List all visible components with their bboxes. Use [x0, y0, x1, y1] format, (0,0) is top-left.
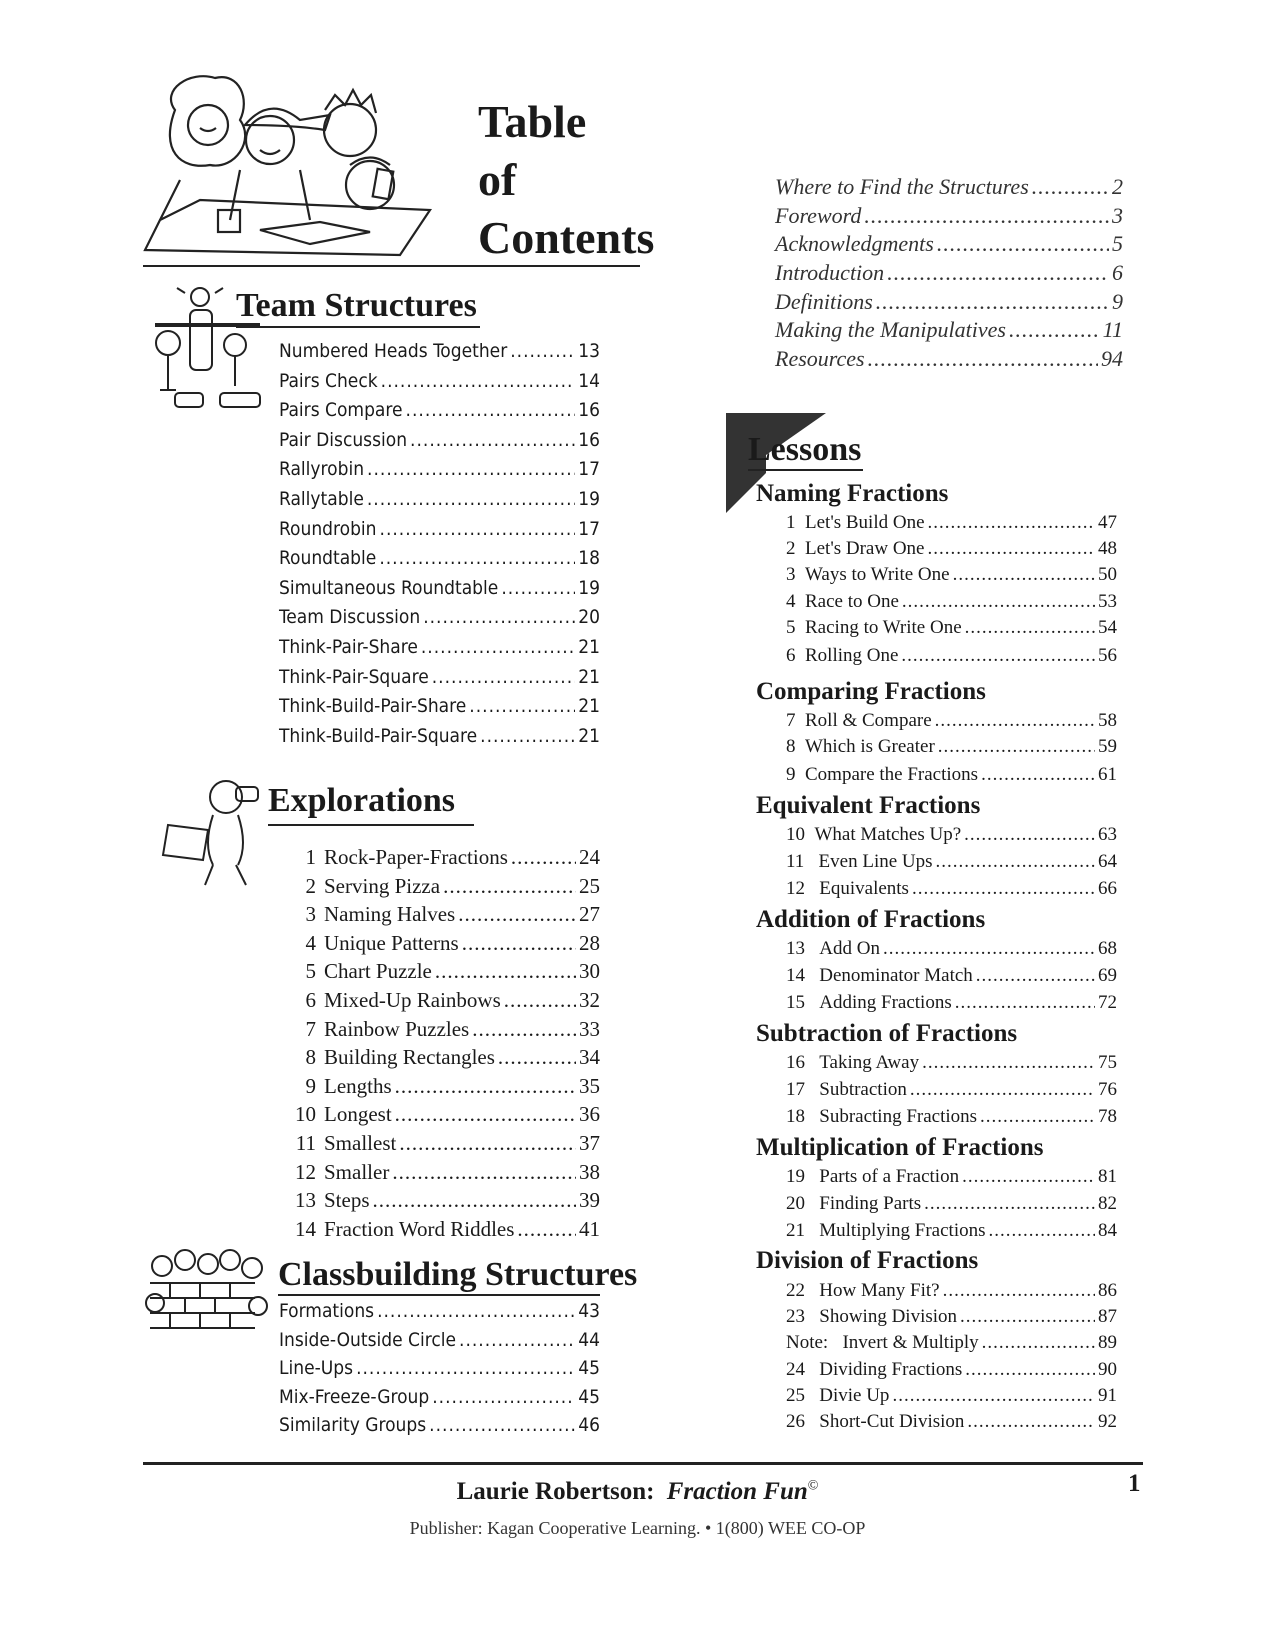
toc-item[interactable]: 11 Even Line Ups ..... 64	[786, 851, 1117, 878]
toc-item[interactable]: 3 Naming Halves ..... 27	[282, 902, 600, 931]
front-matter-item[interactable]: Resources ..... 94	[775, 346, 1123, 375]
lesson-group-list	[786, 1166, 1117, 1247]
lesson-group-title: Addition of Fractions	[756, 906, 986, 933]
toc-item[interactable]: Think-Pair-Square ..... 21	[279, 666, 600, 696]
kids-at-table-illustration	[140, 70, 440, 260]
toc-item[interactable]: 1 Rock-Paper-Fractions ..... 24	[282, 845, 600, 874]
lesson-group-list	[786, 710, 1117, 790]
footer-book-title: Fraction Fun	[666, 1478, 808, 1505]
toc-item[interactable]: 23 Showing Division ..... 87	[786, 1306, 1117, 1332]
lessons-heading: Lessons	[748, 431, 862, 468]
toc-item[interactable]: Simultaneous Roundtable ..... 19	[279, 577, 600, 607]
title-line-1: Table	[478, 96, 587, 147]
team-structures-heading: Team Structures	[236, 287, 477, 324]
toc-item[interactable]: Formations ..... 43	[279, 1300, 600, 1329]
toc-item[interactable]: 9 Lengths ..... 35	[282, 1074, 600, 1103]
front-matter-item[interactable]: Acknowledgments ..... 5	[775, 231, 1123, 260]
front-matter-item[interactable]: Foreword ..... 3	[775, 203, 1123, 232]
toc-item[interactable]: 4 Unique Patterns ..... 28	[282, 931, 600, 960]
toc-item[interactable]: Think-Pair-Share ..... 21	[279, 636, 600, 666]
toc-item[interactable]: 2 Let's Draw One ..... 48	[786, 538, 1117, 564]
explorations-list	[282, 845, 600, 1245]
toc-item[interactable]: Pairs Check ..... 14	[279, 370, 600, 400]
toc-item[interactable]: 22 How Many Fit? ..... 86	[786, 1280, 1117, 1306]
toc-item[interactable]: 7 Roll & Compare ..... 58	[786, 710, 1117, 736]
toc-item[interactable]: 3 Ways to Write One ..... 50	[786, 564, 1117, 590]
classbuilding-heading: Classbuilding Structures	[278, 1256, 638, 1293]
toc-item[interactable]: 14 Fraction Word Riddles ..... 41	[282, 1217, 600, 1246]
toc-item[interactable]: 14 Denominator Match ..... 69	[786, 965, 1117, 992]
lessons-rule	[748, 469, 863, 471]
page-number: 1	[1128, 1470, 1141, 1497]
footer-rule	[143, 1462, 1143, 1465]
toc-item[interactable]: 8 Which is Greater ..... 59	[786, 736, 1117, 764]
lesson-group-list	[786, 512, 1117, 671]
toc-item[interactable]: 18 Subracting Fractions ..... 78	[786, 1106, 1117, 1133]
toc-item[interactable]: 13 Steps ..... 39	[282, 1188, 600, 1217]
toc-item[interactable]: 26 Short-Cut Division ..... 92	[786, 1411, 1117, 1437]
toc-item[interactable]: 6 Rolling One ..... 56	[786, 645, 1117, 671]
toc-item[interactable]: Rallytable ..... 19	[279, 488, 600, 518]
toc-item[interactable]: Think-Build-Pair-Square ..... 21	[279, 725, 600, 755]
toc-item[interactable]: Think-Build-Pair-Share ..... 21	[279, 695, 600, 725]
footer-credit	[0, 1478, 1275, 1506]
team-structures-list	[279, 340, 600, 754]
lesson-group-title: Subtraction of Fractions	[756, 1020, 1018, 1047]
toc-item[interactable]: 17 Subtraction ..... 76	[786, 1079, 1117, 1106]
front-matter-item[interactable]: Definitions ..... 9	[775, 289, 1123, 318]
front-matter-list	[775, 174, 1123, 375]
classbuilding-rule	[278, 1294, 600, 1296]
toc-item[interactable]: Inside-Outside Circle ..... 44	[279, 1329, 600, 1358]
toc-item[interactable]: 6 Mixed-Up Rainbows ..... 32	[282, 988, 600, 1017]
toc-item[interactable]: Numbered Heads Together ..... 13	[279, 340, 600, 370]
footer-copyright: ©	[807, 1478, 819, 1494]
toc-item[interactable]: Roundtable ..... 18	[279, 547, 600, 577]
lesson-group-title: Comparing Fractions	[756, 678, 986, 705]
lesson-group-title: Multiplication of Fractions	[756, 1134, 1044, 1161]
title-rule	[143, 265, 640, 267]
toc-item[interactable]: 8 Building Rectangles ..... 34	[282, 1045, 600, 1074]
toc-item[interactable]: 12 Equivalents ..... 66	[786, 878, 1117, 905]
toc-item[interactable]: 5 Racing to Write One ..... 54	[786, 617, 1117, 646]
toc-item[interactable]: 20 Finding Parts ..... 82	[786, 1193, 1117, 1220]
toc-item[interactable]: Pairs Compare ..... 16	[279, 399, 600, 429]
toc-item[interactable]: 1 Let's Build One ..... 47	[786, 512, 1117, 538]
lesson-group-title: Equivalent Fractions	[756, 792, 981, 819]
toc-item[interactable]: 24 Dividing Fractions ..... 90	[786, 1359, 1117, 1385]
toc-item[interactable]: 5 Chart Puzzle ..... 30	[282, 959, 600, 988]
lesson-group-list	[786, 938, 1117, 1019]
team-structures-rule	[236, 326, 480, 328]
toc-item[interactable]: Similarity Groups ..... 46	[279, 1414, 600, 1443]
toc-item[interactable]: 16 Taking Away ..... 75	[786, 1052, 1117, 1079]
footer-publisher: Publisher: Kagan Cooperative Learning. • 1(800) WEE CO-OP	[409, 1518, 866, 1538]
lesson-group-title: Division of Fractions	[756, 1247, 979, 1274]
classbuilding-illustration	[140, 1248, 270, 1333]
toc-item[interactable]: 21 Multiplying Fractions ..... 84	[786, 1220, 1117, 1247]
title-line-2: of	[478, 154, 517, 205]
title-line-3: Contents	[478, 212, 655, 263]
toc-item[interactable]: Pair Discussion ..... 16	[279, 429, 600, 459]
toc-item[interactable]: 10 Longest ..... 36	[282, 1102, 600, 1131]
toc-item[interactable]: 10 What Matches Up? ..... 63	[786, 824, 1117, 851]
toc-item[interactable]: Team Discussion ..... 20	[279, 606, 600, 636]
lesson-group-list	[786, 824, 1117, 905]
front-matter-item[interactable]: Where to Find the Structures ..... 2	[775, 174, 1123, 203]
explorations-rule	[268, 824, 474, 826]
toc-item[interactable]: 9 Compare the Fractions ..... 61	[786, 764, 1117, 790]
lesson-group-list	[786, 1280, 1117, 1437]
explorations-heading: Explorations	[268, 782, 456, 819]
toc-item[interactable]: 7 Rainbow Puzzles ..... 33	[282, 1017, 600, 1046]
toc-item[interactable]: 19 Parts of a Fraction ..... 81	[786, 1166, 1117, 1193]
footer-author: Laurie Robertson:	[456, 1478, 655, 1505]
explorer-illustration	[158, 775, 268, 890]
toc-item[interactable]: Note: Invert & Multiply ..... 89	[786, 1332, 1117, 1358]
toc-item[interactable]: 11 Smallest ..... 37	[282, 1131, 600, 1160]
toc-item[interactable]: Rallyrobin ..... 17	[279, 458, 600, 488]
toc-item[interactable]: 13 Add On ..... 68	[786, 938, 1117, 965]
toc-item[interactable]: Line-Ups ..... 45	[279, 1357, 600, 1386]
toc-item[interactable]: 12 Smaller ..... 38	[282, 1160, 600, 1189]
toc-item[interactable]: Roundrobin ..... 17	[279, 518, 600, 548]
toc-item[interactable]: Mix-Freeze-Group ..... 45	[279, 1386, 600, 1415]
toc-item[interactable]: 2 Serving Pizza ..... 25	[282, 874, 600, 903]
classbuilding-list	[279, 1300, 600, 1443]
front-matter-item[interactable]: Making the Manipulatives ..... 11	[775, 317, 1123, 346]
toc-item[interactable]: 25 Divie Up ..... 91	[786, 1385, 1117, 1411]
lesson-group-list	[786, 1052, 1117, 1133]
lesson-group-title: Naming Fractions	[756, 480, 949, 507]
toc-item[interactable]: 4 Race to One ..... 53	[786, 591, 1117, 617]
toc-item[interactable]: 15 Adding Fractions ..... 72	[786, 992, 1117, 1019]
front-matter-item[interactable]: Introduction ..... 6	[775, 260, 1123, 289]
